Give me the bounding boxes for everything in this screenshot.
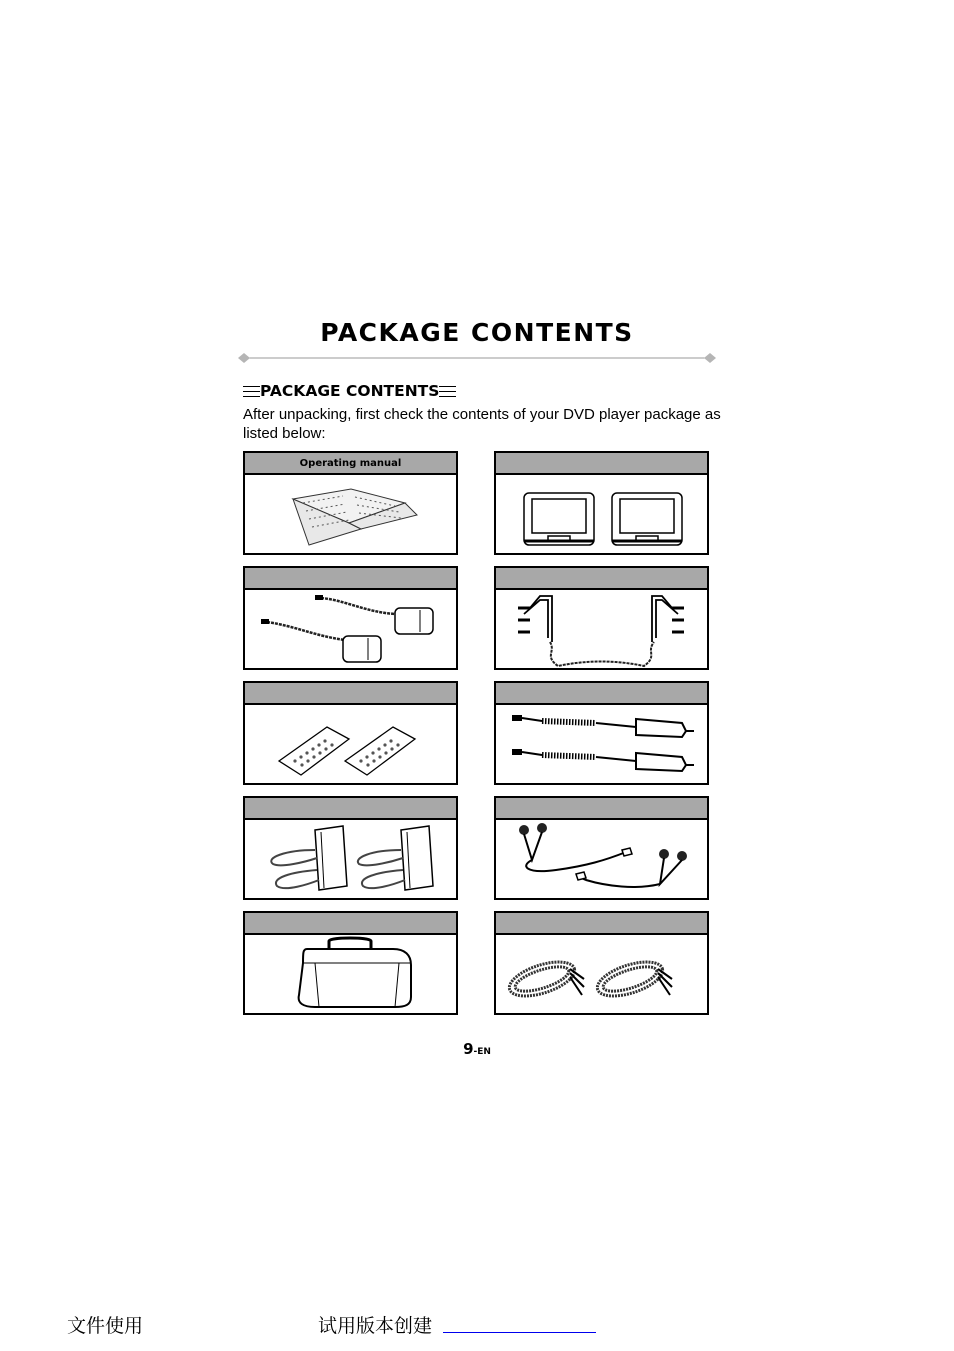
- item-label: [496, 683, 707, 705]
- footer-link-underline[interactable]: [443, 1332, 596, 1333]
- title-divider: [238, 351, 716, 365]
- dual-monitors-icon: [496, 475, 707, 553]
- footer-left-text: 文件使用: [67, 1315, 144, 1337]
- item-box-av-cables: [494, 911, 709, 1015]
- car-adapters-icon: [496, 705, 707, 783]
- item-label: [496, 453, 707, 475]
- item-box-car-adapters: [494, 681, 709, 785]
- intro-text: After unpacking, first check the contents of your DVD player package as listed below:: [243, 406, 721, 442]
- item-label: Operating manual: [245, 453, 456, 475]
- manual-booklet-icon: [245, 475, 456, 553]
- item-label: [496, 798, 707, 820]
- item-box-connection-cable: [494, 566, 709, 670]
- page-number: [0, 1040, 954, 1058]
- headrest-straps-icon: [245, 820, 456, 898]
- ac-adapters-icon: [245, 590, 456, 668]
- item-label: [245, 798, 456, 820]
- item-box-manual: [243, 451, 458, 555]
- item-label: [496, 913, 707, 935]
- heading-lines-icon: [439, 386, 456, 397]
- item-box-monitors: [494, 451, 709, 555]
- carrying-bag-icon: [245, 935, 456, 1013]
- remote-controls-icon: [245, 705, 456, 783]
- connection-cable-icon: [496, 590, 707, 668]
- item-box-ac-adapters: [243, 566, 458, 670]
- item-label: [245, 568, 456, 590]
- section-heading-text: PACKAGE CONTENTS: [260, 382, 440, 400]
- item-box-headrest-straps: [243, 796, 458, 900]
- item-box-remote-controls: [243, 681, 458, 785]
- item-label: [245, 683, 456, 705]
- footer-right-text: 试用版本创建: [318, 1315, 433, 1337]
- item-box-earphones: [494, 796, 709, 900]
- item-label: [496, 568, 707, 590]
- page-number-value: 9: [463, 1040, 474, 1058]
- item-label: [245, 913, 456, 935]
- page-title: PACKAGE CONTENTS: [320, 318, 634, 347]
- heading-lines-icon: [243, 386, 260, 397]
- section-heading: [243, 382, 456, 400]
- item-box-carrying-bag: [243, 911, 458, 1015]
- earphones-icon: [496, 820, 707, 898]
- page-number-suffix: -EN: [473, 1047, 491, 1057]
- av-cables-icon: [496, 935, 707, 1013]
